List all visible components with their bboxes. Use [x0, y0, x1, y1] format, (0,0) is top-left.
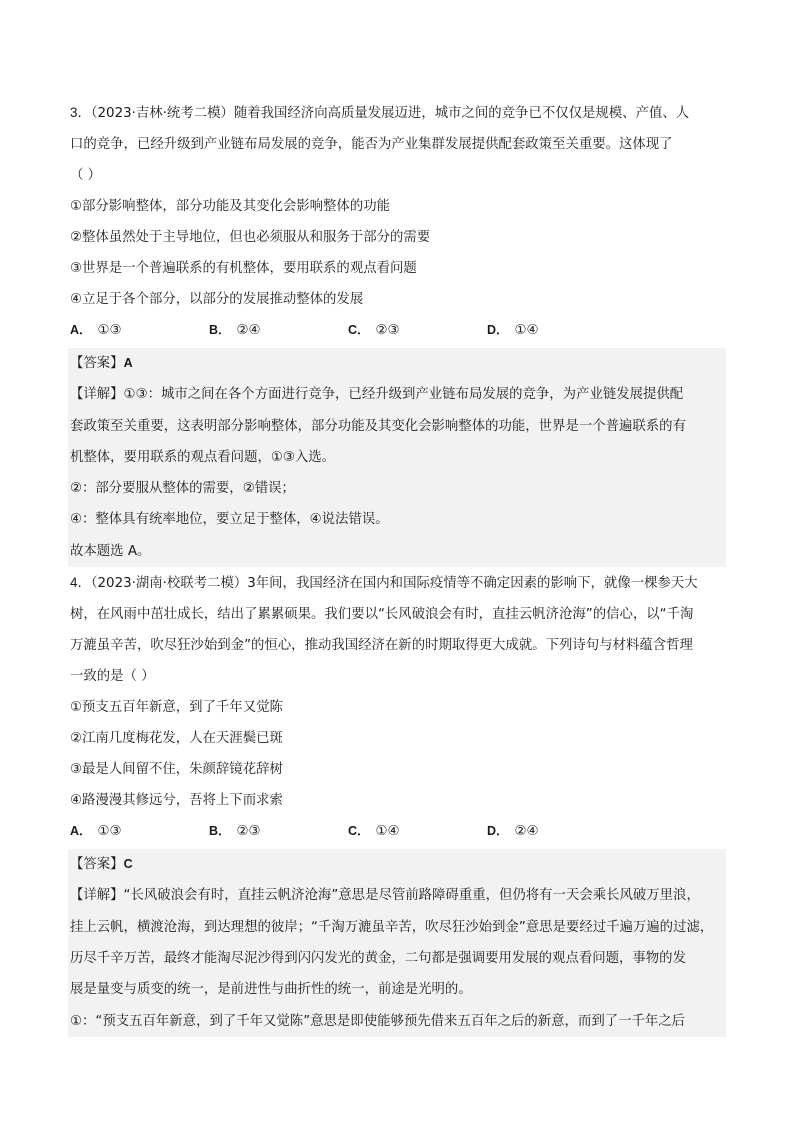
option-b: B． ②③	[209, 824, 261, 840]
option-c: C． ①④	[348, 824, 400, 840]
detail-line: 机整体，要用联系的观点看问题，①③入选。	[70, 449, 336, 465]
detail-line: 故本题选 A。	[70, 543, 151, 559]
statement: ③最是人间留不住，朱颜辞镜花辞树	[70, 762, 283, 778]
answer-options	[70, 816, 724, 847]
statement: ④立足于各个部分，以部分的发展推动整体的发展	[70, 292, 364, 307]
option-b: B． ②④	[209, 323, 261, 338]
statement: ②整体虽然处于主导地位，但也必须服从和服务于部分的需要	[70, 230, 431, 245]
question-3	[70, 97, 724, 567]
option-d: D． ②④	[487, 824, 539, 840]
detail-line: 【详解】①③：城市之间在各个方面进行竞争，已经升级到产业链布局发展的竞争，为产业链发展提供配	[70, 387, 684, 403]
answer-line: 【答案】C	[70, 857, 133, 873]
detail-line: ②：部分要服从整体的需要，②错误；	[70, 481, 295, 497]
answer-options	[70, 315, 724, 346]
detail-line: ①：“预支五百年新意，到了千年又觉陈”意思是即使能够预先借来五百年之后的新意，而到了一千年之后	[70, 1013, 686, 1029]
question-stem-line: 口的竞争，已经升级到产业链布局发展的竞争，能否为产业集群发展提供配套政策至关重要。这体现了	[70, 137, 673, 152]
detail-line: ④：整体具有统率地位，要立足于整体，④说法错误。	[70, 512, 389, 528]
question-source: （2023·吉林·统考二模）	[90, 106, 234, 121]
question-stem-line: 树，在风雨中茁壮成长，结出了累累硕果。我们要以“长风破浪会有时，直挂云帆济沧海”的信心，以“千淘	[70, 607, 694, 623]
statement: ③世界是一个普遍联系的有机整体，要用联系的观点看问题	[70, 261, 417, 276]
statement: ②江南几度梅花发，人在天涯鬓已斑	[70, 731, 283, 747]
statement: ④路漫漫其修远兮，吾将上下而求索	[70, 793, 283, 809]
option-a: A． ①③	[70, 323, 122, 338]
option-c: C． ②③	[348, 323, 400, 338]
question-source: （2023·湖南·校联考二模）	[90, 576, 248, 592]
answer-value: C	[123, 857, 133, 872]
statement: ①部分影响整体，部分功能及其变化会影响整体的功能	[70, 199, 390, 214]
detail-line: 历尽千辛万苦，最终才能淘尽泥沙得到闪闪发光的黄金，二句都是强调要用发展的观点看问题，事物的发	[70, 950, 686, 966]
question-stem-line: 一致的是（ ）	[70, 669, 155, 685]
question-number: 3．	[70, 105, 91, 120]
question-stem-line: 4．（2023·湖南·校联考二模）3年间，我国经济在国内和国际疫情等不确定因素的影响下，就像一棵参天大	[70, 575, 698, 592]
question-stem-line: 万漉虽辛苦，吹尽狂沙始到金”的恒心，推动我国经济在新的时期取得更大成就。下列诗句与材料蕴含哲理	[70, 638, 693, 654]
question-content	[70, 97, 724, 1037]
answer-line: 【答案】A	[70, 356, 133, 371]
detail-line: 挂上云帆，横渡沧海，到达理想的彼岸；“千淘万漉虽辛苦，吹尽狂沙始到金”意思是要经过千遍万遍的过滤，	[70, 919, 714, 935]
answer-explanation-box	[68, 348, 726, 567]
answer-value: A	[123, 356, 133, 370]
question-4	[70, 567, 724, 1037]
option-d: D． ①④	[487, 323, 539, 338]
question-stem-line: 3．（2023·吉林·统考二模）随着我国经济向高质量发展迈进，城市之间的竞争已不仅仅是规模、产值、人	[70, 105, 690, 121]
detail-line: 展是量变与质变的统一，是前进性与曲折性的统一，前途是光明的。	[70, 982, 472, 998]
option-a: A． ①③	[70, 824, 122, 840]
detail-line: 套政策至关重要，这表明部分影响整体，部分功能及其变化会影响整体的功能，世界是一个普遍联系的有	[70, 418, 686, 434]
statement: ①预支五百年新意，到了千年又觉陈	[70, 700, 283, 716]
answer-explanation-box	[68, 849, 726, 1037]
question-stem-line: （ ）	[70, 168, 102, 183]
question-number: 4．	[70, 575, 91, 591]
detail-line: 【详解】“长风破浪会有时，直挂云帆济沧海”意思是尽管前路障碍重重，但仍将有一天会乘长风破万里浪，	[70, 888, 700, 904]
